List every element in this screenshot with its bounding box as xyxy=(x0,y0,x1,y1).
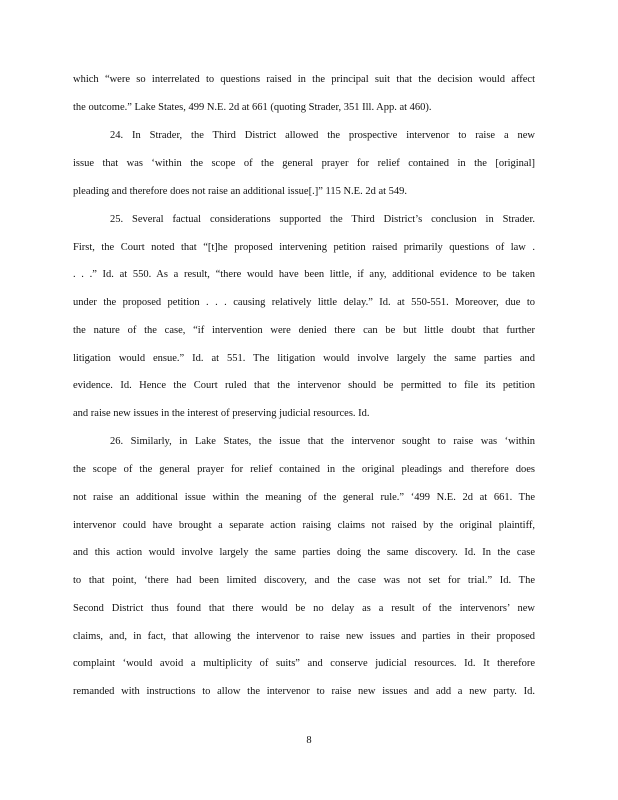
text-line-12: evidence. Id. Hence the Court ruled that the intervenor should be permitted to file its petition xyxy=(73,380,535,391)
text-line-14: 26. Similarly, in Lake States, the issue that the intervenor sought to raise was ‘within xyxy=(110,436,535,447)
text-line-11: litigation would ensue.” Id. at 551. The litigation would involve largely the same parties and xyxy=(73,353,535,364)
text-line-23: remanded with instructions to allow the intervenor to raise new issues and add a new party. Id. xyxy=(73,686,535,697)
text-line-9: under the proposed petition . . . causing relatively little delay.” Id. at 550-551. Moreover, due to xyxy=(73,297,535,308)
text-line-22: complaint ‘would avoid a multiplicity of suits” and conserve judicial resources. Id. It therefore xyxy=(73,658,535,669)
text-line-10: the nature of the case, “if intervention were denied there can be but little doubt that further xyxy=(73,325,535,336)
text-line-16: not raise an additional issue within the meaning of the general rule.” ‘499 N.E. 2d at 661. The xyxy=(73,492,535,503)
text-line-6: 25. Several factual considerations supported the Third District’s conclusion in Strader. xyxy=(110,214,535,225)
text-line-3: 24. In Strader, the Third District allowed the prospective intervenor to raise a new xyxy=(110,130,535,141)
text-line-5: pleading and therefore does not raise an additional issue[.]” 115 N.E. 2d at 549. xyxy=(73,186,408,197)
text-line-19: to that point, ‘there had been limited discovery, and the case was not set for trial.” Id. The xyxy=(73,575,535,586)
text-line-2: the outcome.” Lake States, 499 N.E. 2d at 661 (quoting Strader, 351 Ill. App. at 460). xyxy=(73,102,432,113)
text-line-7: First, the Court noted that “[t]he proposed intervening petition raised primarily questions of law . xyxy=(73,242,535,253)
text-line-8: . . .” Id. at 550. As a result, “there would have been little, if any, additional evidence to be taken xyxy=(73,269,535,280)
text-line-20: Second District thus found that there would be no delay as a result of the intervenors’ new xyxy=(73,603,535,614)
text-line-15: the scope of the general prayer for relief contained in the original pleadings and therefore does xyxy=(73,464,535,475)
text-line-4: issue that was ‘within the scope of the general prayer for relief contained in the [original] xyxy=(73,158,535,169)
text-line-21: claims, and, in fact, that allowing the intervenor to raise new issues and parties in their proposed xyxy=(73,631,535,642)
text-line-18: and this action would involve largely the same parties doing the same discovery. Id. In the case xyxy=(73,547,535,558)
text-line-13: and raise new issues in the interest of preserving judicial resources. Id. xyxy=(73,408,370,419)
text-line-1: which “were so interrelated to questions raised in the principal suit that the decision would affect xyxy=(73,74,535,85)
text-line-17: intervenor could have brought a separate action raising claims not raised by the original plaintiff, xyxy=(73,520,535,531)
page-number: 8 xyxy=(306,735,312,746)
